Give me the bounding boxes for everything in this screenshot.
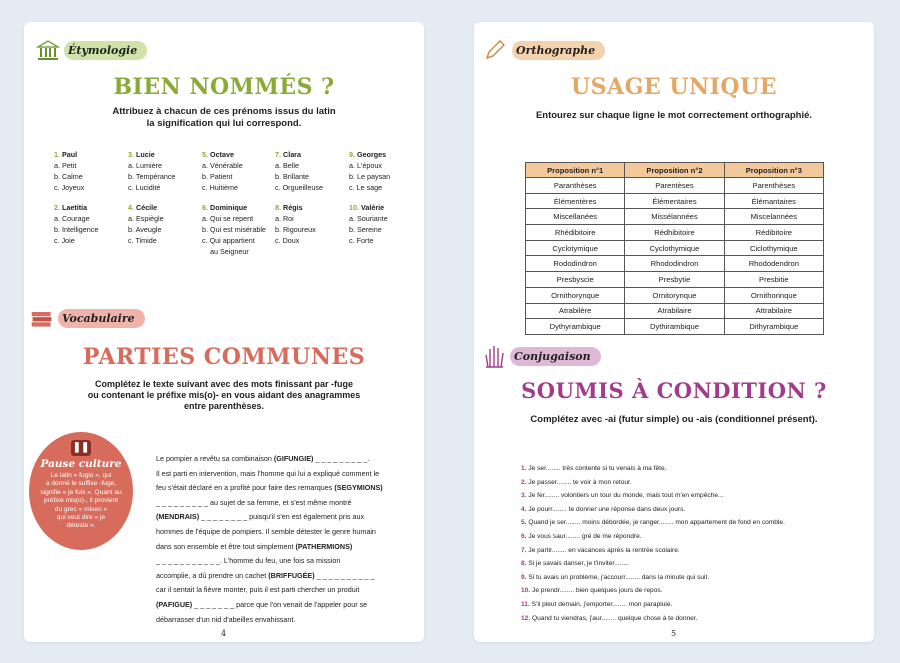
name-option: a. Lumière	[128, 161, 162, 170]
spelling-option[interactable]: Élémentaires	[625, 193, 724, 209]
page-number: 5	[671, 629, 677, 638]
text-line: dans son ensemble et être tout simplement (PATHERMIONS)	[156, 541, 353, 551]
list-item	[521, 476, 861, 490]
spelling-option[interactable]: Élémentères	[526, 193, 625, 209]
item-text: Je fer........ volontiers un tour du monde, mais tout m'en empêche...	[528, 492, 724, 500]
name-label: Lucie	[136, 150, 155, 159]
etymology-title: BIEN NOMMÉS ?	[113, 74, 335, 100]
item-text: Si je savais danser, je t'inviter........	[528, 560, 629, 568]
item-text: Je prendr........ bien quelques jours de repos.	[532, 587, 663, 595]
name-option: c. Le sage	[349, 183, 383, 192]
vocabulary-subtitle: Complétez le texte suivant avec des mots finissant par -fuge ou contenant le préfixe mis(o)- en vous aidant des anagrammes entre parenthèses.	[87, 379, 361, 411]
name-label: Régis	[283, 203, 303, 212]
name-option: a. Souriante	[349, 214, 388, 223]
spelling-option[interactable]: Atrabilère	[526, 303, 625, 319]
spelling-option[interactable]: Ornithorynque	[526, 287, 625, 303]
name-entry	[275, 149, 347, 193]
item-text: Quand tu viendras, j'aur........ quelque chose à te donner.	[532, 614, 698, 622]
spelling-option[interactable]: Presbyscie	[526, 272, 625, 288]
text-line: Il est parti en intervention, mais l'homme qui lui a expliqué comment le	[156, 468, 380, 478]
orthography-subtitle: Entourez sur chaque ligne le mot correctement orthographié.	[535, 110, 813, 121]
name-label: Clara	[283, 150, 301, 159]
name-option: c. Joie	[54, 236, 75, 245]
name-option: a. L'époux	[349, 161, 382, 170]
name-option: c. Qui appartient	[202, 236, 255, 245]
list-item	[521, 612, 861, 626]
name-option: b. Rigoureux	[275, 225, 316, 234]
left-page	[24, 22, 424, 642]
name-option: b. Tempérance	[128, 172, 176, 181]
name-entry	[54, 202, 126, 246]
text-line: feu s'était déclaré en a profité pour faire des remarques (SEGYMIONS)	[156, 483, 383, 493]
name-option: b. Intelligence	[54, 225, 99, 234]
name-number: 5.	[202, 150, 208, 159]
name-option: a. Qui se repent	[202, 214, 254, 223]
item-text: Je ser........ très contente si tu venais à ma fête.	[528, 465, 667, 472]
conjugation-badge	[482, 344, 601, 368]
etymology-badge	[36, 38, 147, 62]
text-line: car il sentait la fièvre monter, puis il est parti chercher un produit	[156, 585, 360, 595]
item-text: Je passer........ te voir à mon retour.	[528, 478, 632, 486]
page-number: 4	[221, 629, 227, 638]
name-option: c. Joyeux	[54, 183, 85, 192]
item-text: Quand je ser........ moins débordée, je ranger........ mon appartement de fond en comble.	[528, 519, 785, 527]
name-label: Valérie	[361, 203, 385, 212]
name-option: c. Huitième	[202, 183, 238, 192]
vocabulary-label: Vocabulaire	[58, 309, 145, 328]
name-number: 2.	[54, 203, 60, 212]
spelling-table	[525, 162, 824, 335]
list-item	[521, 584, 861, 598]
table-row	[526, 225, 824, 241]
name-option: a. Belle	[275, 161, 299, 170]
list-item	[521, 598, 861, 612]
spelling-option[interactable]: Rédibitoire	[724, 225, 823, 241]
list-item	[521, 557, 861, 571]
name-entry	[275, 202, 347, 246]
list-item	[521, 503, 861, 517]
name-option: b. Brillante	[275, 172, 309, 181]
name-number: 9.	[349, 150, 355, 159]
table-row	[526, 193, 824, 209]
text-line: hommes de l'équipe de pompiers. Il semble détester le genre humain	[156, 526, 376, 536]
spelling-option[interactable]: Attrabilaire	[724, 303, 823, 319]
name-entry	[128, 202, 200, 246]
pencil-icon	[484, 38, 508, 62]
text-line: _ _ _ _ _ _ _ _ _ _ _. L'homme du feu, une fois sa mission	[156, 556, 341, 566]
table-row	[526, 256, 824, 272]
name-option: c. Lucidité	[128, 183, 161, 192]
name-option: b. Patient	[202, 172, 233, 181]
table-row	[526, 319, 824, 335]
table-row	[526, 287, 824, 303]
conjugation-label: Conjugaison	[510, 347, 601, 366]
name-entry	[202, 149, 274, 193]
item-number: 5.	[521, 519, 527, 527]
list-item	[521, 462, 861, 476]
text-line: débarrasser d'un nid d'abeilles envahissant.	[156, 614, 296, 624]
spelling-option[interactable]: Presbitie	[724, 272, 823, 288]
name-entry	[349, 202, 421, 246]
name-label: Laetitia	[62, 203, 88, 212]
name-number: 3.	[128, 150, 134, 159]
columns-icon	[36, 38, 60, 62]
vocabulary-text	[156, 452, 391, 627]
spelling-option[interactable]: Paranthèses	[526, 178, 625, 194]
list-item	[521, 516, 861, 530]
item-number: 4.	[521, 505, 527, 513]
name-label: Cécile	[136, 203, 158, 212]
spelling-option[interactable]: Dythyrambique	[526, 319, 625, 335]
item-number: 10.	[521, 587, 531, 595]
name-label: Paul	[62, 150, 78, 159]
spelling-option[interactable]: Rhédibitoire	[526, 225, 625, 241]
table-row	[526, 178, 824, 194]
spelling-option[interactable]: Rhododindron	[625, 256, 724, 272]
right-page	[474, 22, 874, 642]
orthography-label: Orthographe	[512, 41, 605, 60]
vocabulary-title: PARTIES COMMUNES	[82, 344, 366, 370]
name-option: b. Le paysan	[349, 172, 391, 181]
name-option: a. Vénérable	[202, 161, 243, 170]
item-number: 12.	[521, 614, 531, 622]
pause-culture-bubble	[29, 432, 133, 550]
vocabulary-badge	[30, 306, 145, 330]
table-header: Proposition n°1	[526, 163, 625, 178]
item-text: Je pourr........ te donner une réponse dans deux jours.	[528, 505, 686, 513]
orthography-title: USAGE UNIQUE	[570, 74, 778, 100]
table-header-row	[526, 163, 824, 178]
item-text: Je partir........ en vacances après la rentrée scolaire.	[528, 546, 680, 554]
name-option: c. Doux	[275, 236, 300, 245]
list-item	[521, 544, 861, 558]
spelling-option[interactable]: Cyclothymique	[625, 240, 724, 256]
table-header: Proposition n°3	[724, 163, 823, 178]
list-item	[521, 530, 861, 544]
name-label: Georges	[357, 150, 387, 159]
item-number: 6.	[521, 532, 527, 540]
list-item	[521, 489, 861, 503]
item-number: 7.	[521, 546, 527, 554]
text-line: (PAFIGUE) _ _ _ _ _ _ _ parce que l'on venait de l'appeler pour se	[156, 599, 368, 609]
pause-culture-title: Pause culture	[40, 458, 122, 470]
spelling-option[interactable]: Dithyrambique	[724, 319, 823, 335]
spelling-option[interactable]: Ciclothymique	[724, 240, 823, 256]
name-option: b. Sereine	[349, 225, 382, 234]
spelling-option[interactable]: Cyclotymique	[526, 240, 625, 256]
name-number: 10.	[349, 203, 359, 212]
quote-icon: ❚❚	[71, 440, 91, 456]
spelling-option[interactable]: Rhododendron	[724, 256, 823, 272]
spelling-option[interactable]: Rédhibitoire	[625, 225, 724, 241]
item-text: S'il pleut demain, j'emporter........ mon parapluie.	[531, 600, 673, 608]
item-number: 9.	[521, 573, 527, 581]
name-option: a. Roi	[275, 214, 294, 223]
spelling-option[interactable]: Dythirambique	[625, 319, 724, 335]
books-icon	[30, 306, 54, 330]
hand-icon	[482, 344, 506, 368]
conjugation-subtitle: Complétez avec -ai (futur simple) ou -ais (conditionnel présent).	[530, 414, 818, 425]
name-option: a. Espiègle	[128, 214, 164, 223]
item-number: 8.	[521, 560, 527, 568]
name-entry	[202, 202, 274, 257]
spelling-option[interactable]: Miscelannées	[724, 209, 823, 225]
spelling-option[interactable]: Atrabilaire	[625, 303, 724, 319]
name-label: Dominique	[210, 203, 248, 212]
text-line: Le pompier a revêtu sa combinaison (GIFUNGIE) _ _ _ _ _ _ _ _ _.	[156, 454, 370, 463]
name-option: c. Timide	[128, 236, 157, 245]
spelling-option[interactable]: Parenthèses	[724, 178, 823, 194]
name-option: c. Forte	[349, 236, 374, 245]
orthography-badge	[484, 38, 605, 62]
name-number: 1.	[54, 150, 60, 159]
table-row	[526, 209, 824, 225]
text-line: (MENDRAIS) _ _ _ _ _ _ _ _ puisqu'il s'en est également pris aux	[156, 512, 365, 522]
spelling-option[interactable]: Miscellanées	[526, 209, 625, 225]
name-option: au Seigneur	[210, 247, 249, 256]
conjugation-list	[521, 462, 861, 625]
name-entry	[128, 149, 200, 193]
table-row	[526, 272, 824, 288]
spelling-option[interactable]: Parentèses	[625, 178, 724, 194]
spelling-option[interactable]: Presbytie	[625, 272, 724, 288]
name-entry	[54, 149, 126, 193]
name-number: 4.	[128, 203, 134, 212]
name-number: 8.	[275, 203, 281, 212]
etymology-label: Étymologie	[64, 41, 147, 60]
item-text: Je vous saur........ gré de me répondre.	[528, 532, 642, 540]
name-entry	[349, 149, 421, 193]
name-label: Octave	[210, 150, 234, 159]
name-option: a. Petit	[54, 161, 77, 170]
name-option: b. Aveugle	[128, 225, 162, 234]
name-option: c. Orgueilleuse	[275, 183, 323, 192]
text-line: _ _ _ _ _ _ _ _ _ au sujet de sa femme, et s'est même montré	[156, 497, 352, 507]
text-line: accomplie, a dû prendre un cachet (BRIFFUGÉE) _ _ _ _ _ _ _ _ _ _	[156, 570, 375, 580]
name-number: 7.	[275, 150, 281, 159]
item-number: 2.	[521, 478, 527, 486]
name-number: 6.	[202, 203, 208, 212]
conjugation-title: SOUMIS À CONDITION ?	[521, 378, 827, 403]
spelling-option[interactable]: Rododindron	[526, 256, 625, 272]
spelling-option[interactable]: Ornithorinque	[724, 287, 823, 303]
name-option: b. Calme	[54, 172, 83, 181]
item-number: 11.	[521, 600, 530, 608]
spelling-option[interactable]: Ornitorynque	[625, 287, 724, 303]
pause-culture-text: Le latin « fugio », qui a donné le suffixe -fuge, signifie « je fuis ». Quant au préfixe mis(o)-, il provient du grec « miseo » qui veut dire « je déteste ».	[40, 472, 122, 530]
spelling-option[interactable]: Élémantaires	[724, 193, 823, 209]
spelling-option[interactable]: Missélannées	[625, 209, 724, 225]
etymology-subtitle: Attribuez à chacun de ces prénoms issus du latin la signification qui lui correspond.	[112, 106, 336, 129]
item-number: 1.	[521, 465, 527, 472]
name-option: b. Qui est misérable	[202, 225, 266, 234]
table-header: Proposition n°2	[625, 163, 724, 178]
name-option: a. Courage	[54, 214, 90, 223]
table-row	[526, 303, 824, 319]
table-row	[526, 240, 824, 256]
item-text: Si tu avais un problème, j'accourr........ dans la minute qui suit.	[528, 573, 710, 581]
list-item	[521, 571, 861, 585]
item-number: 3.	[521, 492, 527, 500]
